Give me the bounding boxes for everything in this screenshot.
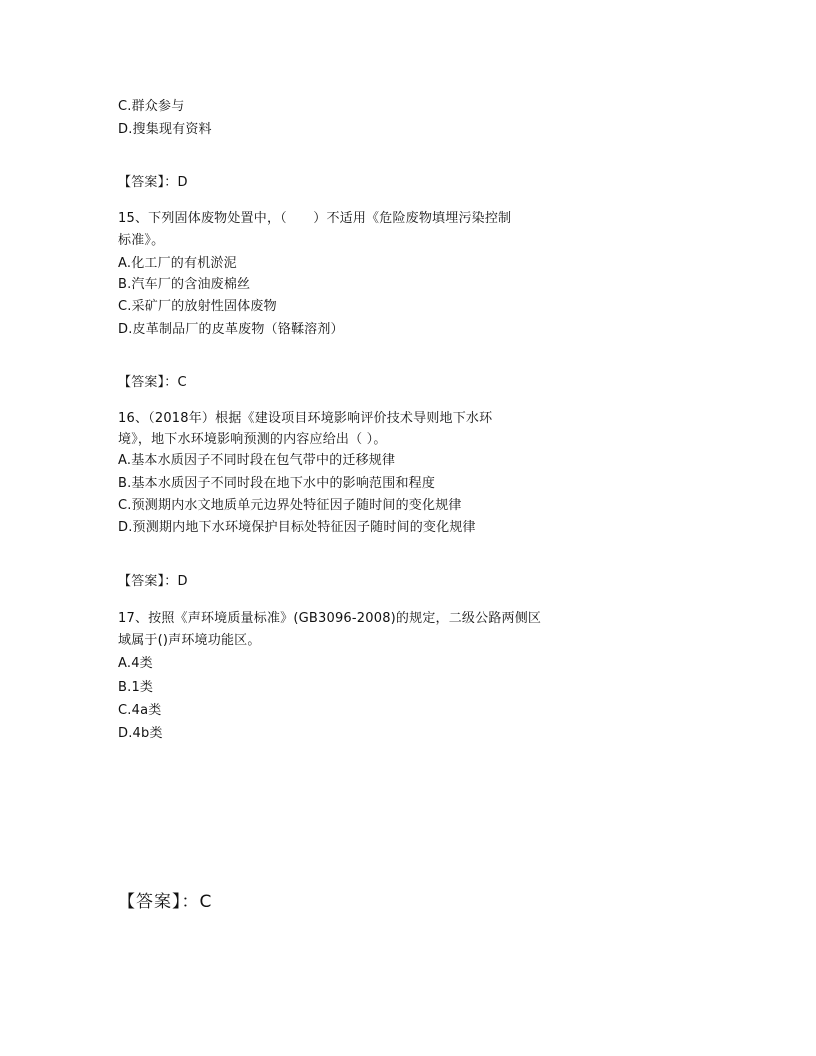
q17-answer: 【答案】：C [118,892,213,912]
q15-option-a: A.化工厂的有机淤泥 [118,256,237,271]
q17-option-a: A.4类 [118,656,153,671]
q16-answer: 【答案】：D [118,574,188,589]
q15-answer: 【答案】：C [118,375,187,390]
q16-stem-line2: 境》，地下水环境影响预测的内容应给出（ ）。 [118,432,387,447]
q16-option-d: D.预测期内地下水环境保护目标处特征因子随时间的变化规律 [118,520,476,535]
q15-option-b: B.汽车厂的含油废棉丝 [118,277,251,292]
q16-stem-line1: 16、（2018年）根据《建设项目环境影响评价技术导则地下水环 [118,411,493,426]
q15-stem-line2: 标准》。 [118,233,165,248]
q15-option-d: D.皮革制品厂的皮革废物（铬鞣溶剂） [118,322,344,337]
q16-option-b: B.基本水质因子不同时段在地下水中的影响范围和程度 [118,476,436,491]
q17-option-c: C.4a类 [118,703,162,718]
q16-option-a: A.基本水质因子不同时段在包气带中的迁移规律 [118,453,396,468]
q17-stem-line1: 17、按照《声环境质量标准》(GB3096-2008)的规定，二级公路两侧区 [118,611,542,626]
q14-option-d: D.搜集现有资料 [118,122,212,137]
q15-stem-line1: 15、下列固体废物处置中，（ ）不适用《危险废物填埋污染控制 [118,211,512,226]
q16-option-c: C.预测期内水文地质单元边界处特征因子随时间的变化规律 [118,498,462,513]
q14-option-c: C.群众参与 [118,99,185,114]
q17-option-b: B.1类 [118,680,154,695]
q17-stem-line2: 域属于()声环境功能区。 [118,633,261,648]
q14-answer: 【答案】：D [118,175,188,190]
q17-option-d: D.4b类 [118,726,163,741]
q15-option-c: C.采矿厂的放射性固体废物 [118,299,277,314]
